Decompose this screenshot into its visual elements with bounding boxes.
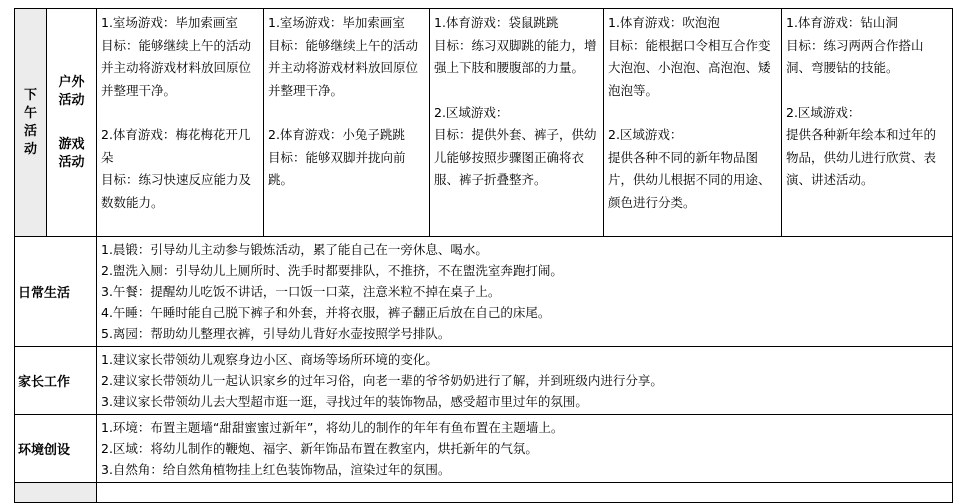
daily-life-row (15, 237, 953, 347)
parents-label: 家长工作 (15, 347, 97, 415)
activity-title: 2.体育游戏：小兔子跳跳 (268, 127, 405, 142)
activity-title: 1.体育游戏：钻山洞 (786, 15, 898, 30)
activity-title: 1.室场游戏：毕加索画室 (101, 15, 238, 30)
activity-title: 2.区域游戏： (608, 127, 683, 142)
list-item: 3.建议家长带领幼儿去大型超市逛一逛，寻找过年的装饰物品，感受超市里过年的氛围。 (101, 394, 588, 409)
list-item: 1.建议家长带领幼儿观察身边小区、商场等场所环境的变化。 (101, 352, 438, 367)
afternoon-label: 下 午 活 动 (15, 9, 47, 237)
weekly-plan-table (14, 8, 953, 503)
activity-title: 1.体育游戏：吹泡泡 (608, 15, 720, 30)
activity-title: 1.室场游戏：毕加索画室 (268, 15, 405, 30)
afternoon-sub-labels (47, 9, 97, 237)
list-item: 3.午餐：提醒幼儿吃饭不讲话，一口饭一口菜，注意米粒不掉在桌子上。 (101, 284, 501, 299)
next-row-content (97, 483, 953, 503)
activity-title: 2.体育游戏：梅花梅花开几朵 (101, 127, 251, 165)
activity-goal: 目标：能根据口令相互合作变大泡泡、小泡泡、高泡泡、矮泡泡等。 (608, 37, 771, 98)
game-activity-label: 游戏 活动 (58, 136, 85, 170)
activity-title: 2.区域游戏： (786, 104, 861, 120)
activity-goal: 目标：提供外套、裤子，供幼儿能够按照步骤图正确将衣服、裤子折叠整齐。 (434, 127, 597, 187)
list-item: 2.盥洗入厕：引导幼儿上厕所时、洗手时都要排队，不推挤，不在盥洗室奔跑打闹。 (101, 263, 563, 278)
list-item: 1.环境：布置主题墙“甜甜蜜蜜过新年”，将幼儿的制作的年年有鱼布置在主题墙上。 (101, 420, 564, 435)
list-item: 2.区域：将幼儿制作的鞭炮、福字、新年饰品布置在教室内，烘托新年的气氛。 (101, 441, 538, 456)
activity-goal: 目标：练习两两合作搭山洞、弯腰钻的技能。 (786, 37, 924, 75)
activity-goal: 目标：练习快速反应能力及数数能力。 (101, 172, 252, 210)
afternoon-row (15, 9, 953, 237)
next-row-label (15, 483, 97, 503)
activity-goal: 提供各种新年绘本和过年的物品，供幼儿进行欣赏、表演、讲述活动。 (786, 127, 937, 187)
activity-goal: 目标：能够继续上午的活动并主动将游戏材料放回原位并整理干净。 (268, 37, 419, 98)
afternoon-day-2 (264, 9, 430, 237)
environment-label: 环境创设 (15, 415, 97, 483)
environment-content (97, 415, 953, 483)
list-item: 3.自然角：给自然角植物挂上红色装饰物品，渲染过年的氛围。 (101, 462, 451, 477)
outdoor-activity-label: 户外 活动 (58, 74, 85, 108)
afternoon-day-1 (97, 9, 264, 237)
activity-title: 2.区域游戏： (434, 104, 509, 120)
afternoon-day-3 (430, 9, 604, 237)
list-item: 5.离园：帮助幼儿整理衣裤，引导幼儿背好水壶按照学号排队。 (101, 326, 451, 341)
list-item: 2.建议家长带领幼儿一起认识家乡的过年习俗，向老一辈的爷爷奶奶进行了解，并到班级内进行分享。 (101, 373, 663, 388)
parents-row (15, 347, 953, 415)
environment-row (15, 415, 953, 483)
list-item: 1.晨锻：引导幼儿主动参与锻炼活动，累了能自己在一旁休息、喝水。 (101, 242, 488, 257)
activity-goal: 目标：练习双脚跳的能力，增强上下肢和腰腹部的力量。 (434, 37, 597, 75)
activity-title: 1.体育游戏：袋鼠跳跳 (434, 15, 559, 30)
next-row-partial (15, 483, 953, 503)
activity-goal: 提供各种不同的新年物品图片，供幼儿根据不同的用途、颜色进行分类。 (608, 149, 771, 210)
parents-content (97, 347, 953, 415)
daily-life-label: 日常生活 (15, 237, 97, 347)
activity-goal: 目标：能够双脚并拢向前跳。 (268, 149, 406, 187)
daily-life-content (97, 237, 953, 347)
list-item: 4.午睡：午睡时能自己脱下裤子和外套，并将衣服，裤子翻正后放在自己的床尾。 (101, 305, 551, 320)
afternoon-day-5 (782, 9, 953, 237)
afternoon-day-4 (604, 9, 782, 237)
activity-goal: 目标：能够继续上午的活动并主动将游戏材料放回原位并整理干净。 (101, 37, 252, 98)
